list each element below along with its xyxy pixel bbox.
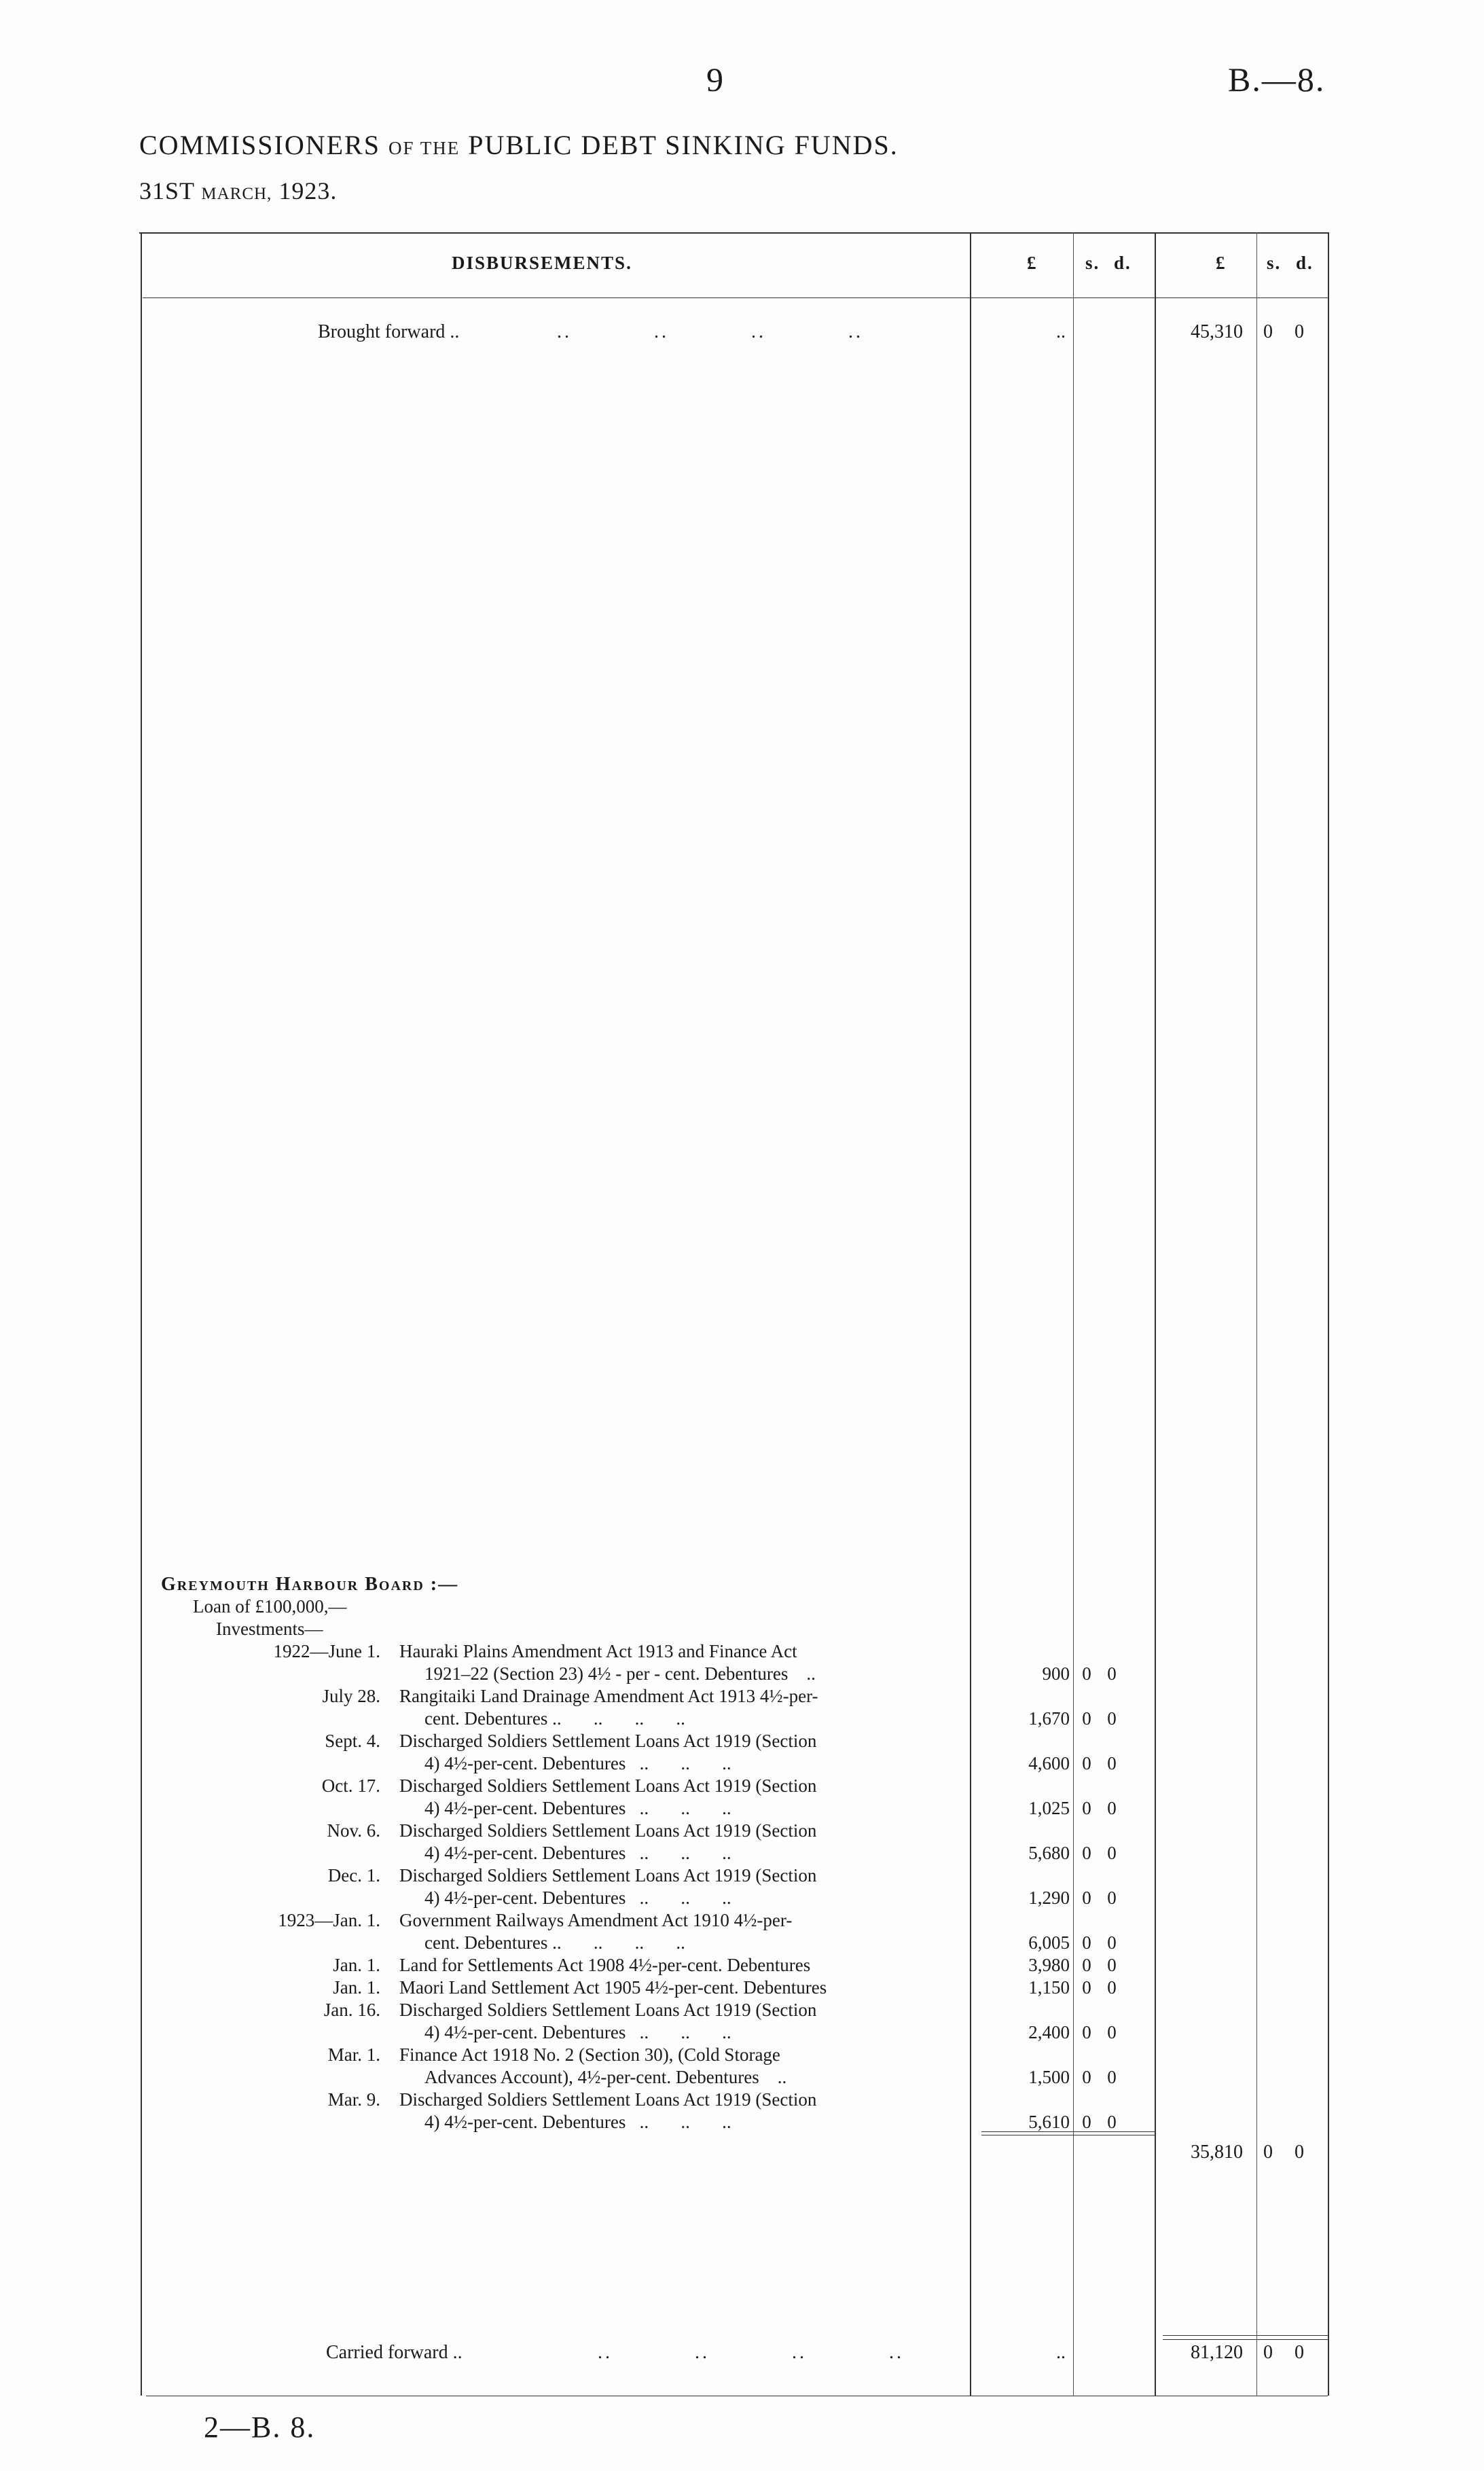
investment-date: Jan. 16. [323,2000,380,2020]
disbursements-heading: DISBURSEMENTS. [452,253,632,273]
investment-pence: 0 [1107,1753,1117,1773]
brought-forward-col1: .. [1056,321,1066,342]
investment-pounds: 1,500 [1028,2067,1070,2087]
investment-pounds: 900 [1042,1663,1070,1684]
investment-pounds: 6,005 [1028,1932,1070,1953]
investment-pence: 0 [1107,1663,1117,1684]
investment-shillings: 0 [1082,2112,1091,2132]
carried-forward-col1: .. [1056,2342,1066,2363]
column-divider-2-inner [1256,232,1257,2396]
investment-date: Sept. 4. [325,1731,380,1751]
investment-pence: 0 [1107,2022,1117,2042]
section-total-shillings: 0 [1263,2142,1273,2163]
investment-pounds: 2,400 [1028,2022,1070,2042]
investment-pounds: 5,680 [1028,1843,1070,1863]
brought-forward-leader: .. .. .. .. [557,321,863,342]
investment-shillings: 0 [1082,1663,1091,1684]
investment-description-line2: cent. Debentures .. .. .. .. [424,1932,685,1953]
document-reference: B.—8. [1228,60,1326,98]
investment-description-line1: Finance Act 1918 No. 2 (Section 30), (Cold Storage [399,2044,780,2065]
investment-description-line2: Advances Account), 4½-per-cent. Debentures .. [424,2067,787,2087]
title-part-1: COMMISSIONERS [139,130,380,160]
investment-description-line1: Rangitaiki Land Drainage Amendment Act 1913 4½-per- [399,1686,818,1706]
investment-date: Jan. 1. [333,1955,380,1975]
investment-date: Oct. 17. [321,1775,380,1796]
investment-pence: 0 [1107,1955,1117,1975]
investment-pence: 0 [1107,1932,1117,1953]
investment-pence: 0 [1107,2067,1117,2087]
column-divider-1 [970,232,971,2396]
title-of-the: OF THE [388,138,460,158]
left-border [141,232,142,2396]
carried-forward-pounds: 81,120 [1191,2342,1243,2363]
column-divider-2 [1155,232,1156,2396]
investment-pence: 0 [1107,1843,1117,1863]
investment-description-line1: Discharged Soldiers Settlement Loans Act 1919 (Section [399,1775,817,1796]
investment-shillings: 0 [1082,1932,1091,1953]
investment-date: July 28. [322,1686,380,1706]
investments-label: Investments— [216,1619,323,1639]
investment-pounds: 4,600 [1028,1753,1070,1773]
investment-pounds: 5,610 [1028,2112,1070,2132]
investment-shillings: 0 [1082,1955,1091,1975]
investment-description-line1: Maori Land Settlement Act 1905 4½-per-cent. Debentures [399,1977,827,1998]
investment-pounds: 3,980 [1028,1955,1070,1975]
section-total-pence: 0 [1295,2142,1304,2163]
investment-pounds: 1,025 [1028,1798,1070,1818]
investment-shillings: 0 [1082,2022,1091,2042]
carried-forward-rule-2 [1163,2339,1328,2340]
investment-pence: 0 [1107,1798,1117,1818]
carried-forward-pence: 0 [1295,2342,1304,2363]
carried-forward-label: Carried forward .. [326,2342,463,2363]
section-heading: Greymouth Harbour Board :— [161,1574,459,1595]
date-month: MARCH, [201,185,272,203]
investment-shillings: 0 [1082,1977,1091,1998]
brought-forward-label: Brought forward .. [318,321,460,342]
brought-forward-pence: 0 [1295,321,1304,342]
investment-pounds: 1,290 [1028,1888,1070,1908]
col2-shillings-header: s. [1267,253,1282,273]
col2-pence-header: d. [1296,253,1314,273]
carried-forward-shillings: 0 [1263,2342,1273,2363]
investment-pounds: 1,670 [1028,1708,1070,1729]
investment-pounds: 1,150 [1028,1977,1070,1998]
investment-description-line1: Government Railways Amendment Act 1910 4½-per- [399,1910,793,1930]
brought-forward-shillings: 0 [1263,321,1273,342]
investment-shillings: 0 [1082,1888,1091,1908]
carried-forward-rule-1 [1163,2335,1328,2336]
investment-description-line1: Hauraki Plains Amendment Act 1913 and Finance Act [399,1641,797,1661]
page-title [139,129,899,161]
table-top-rule [139,232,1329,234]
investment-pence: 0 [1107,2112,1117,2132]
investment-description-line2: cent. Debentures .. .. .. .. [424,1708,685,1729]
investment-description-line2: 4) 4½-per-cent. Debentures .. .. .. [424,1888,731,1908]
section-total-pounds: 35,810 [1191,2142,1243,2163]
right-border [1328,232,1329,2396]
header-bottom-rule [143,297,1328,298]
investment-description-line1: Discharged Soldiers Settlement Loans Act 1919 (Section [399,1731,817,1751]
investment-shillings: 0 [1082,1753,1091,1773]
section-total-rule-1 [981,2131,1155,2132]
investment-date: Nov. 6. [327,1820,380,1841]
col2-pound-header: £ [1216,253,1227,273]
investment-description-line1: Discharged Soldiers Settlement Loans Act 1919 (Section [399,1865,817,1886]
loan-description: Loan of £100,000,— [193,1596,347,1617]
date-year: 1923. [278,177,338,204]
investment-date: 1922—June 1. [273,1641,380,1661]
investment-pence: 0 [1107,1977,1117,1998]
brought-forward-pounds: 45,310 [1191,321,1243,342]
page-number: 9 [706,60,723,98]
investment-shillings: 0 [1082,1843,1091,1863]
investment-description-line1: Discharged Soldiers Settlement Loans Act 1919 (Section [399,2089,817,2110]
investment-pence: 0 [1107,1708,1117,1729]
investment-date: Dec. 1. [327,1865,380,1886]
investment-date: Jan. 1. [333,1977,380,1998]
title-part-2: PUBLIC DEBT SINKING FUNDS. [468,130,899,160]
investment-description-line2: 4) 4½-per-cent. Debentures .. .. .. [424,2112,731,2132]
investment-description-line2: 4) 4½-per-cent. Debentures .. .. .. [424,1843,731,1863]
footer-signature: 2—B. 8. [204,2411,316,2444]
investment-date: Mar. 9. [327,2089,380,2110]
carried-forward-leader: .. .. .. .. [598,2342,904,2363]
investment-date: 1923—Jan. 1. [278,1910,380,1930]
col1-shillings-header: s. [1085,253,1100,273]
column-divider-1-inner [1073,232,1074,2396]
investment-pence: 0 [1107,1888,1117,1908]
col1-pound-header: £ [1027,253,1038,273]
investment-description-line2: 4) 4½-per-cent. Debentures .. .. .. [424,1753,731,1773]
investment-description-line1: Discharged Soldiers Settlement Loans Act 1919 (Section [399,2000,817,2020]
investment-description-line1: Land for Settlements Act 1908 4½-per-cent. Debentures [399,1955,811,1975]
investment-description-line1: Discharged Soldiers Settlement Loans Act 1919 (Section [399,1820,817,1841]
investment-description-line2: 4) 4½-per-cent. Debentures .. .. .. [424,1798,731,1818]
page-date [139,177,337,205]
investment-shillings: 0 [1082,1798,1091,1818]
investment-description-line2: 4) 4½-per-cent. Debentures .. .. .. [424,2022,731,2042]
col1-pence-header: d. [1114,253,1132,273]
investment-date: Mar. 1. [327,2044,380,2065]
investment-description-line2: 1921–22 (Section 23) 4½ - per - cent. Debentures .. [424,1663,816,1684]
investment-shillings: 0 [1082,2067,1091,2087]
investment-shillings: 0 [1082,1708,1091,1729]
date-day: 31ST [139,177,195,204]
